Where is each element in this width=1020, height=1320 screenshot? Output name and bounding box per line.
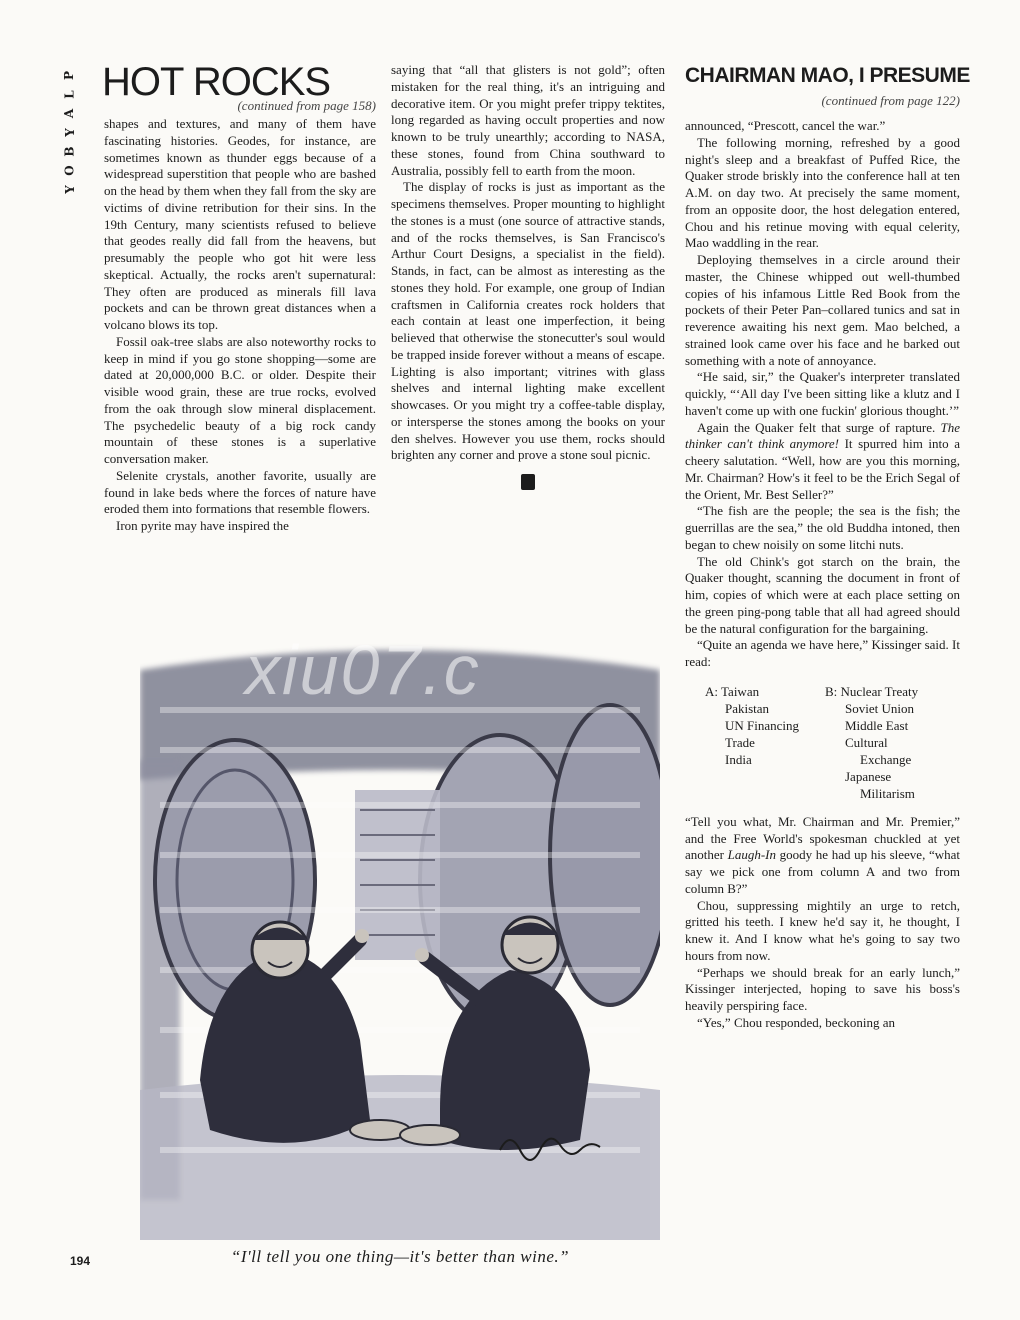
spine-letter: Y — [62, 128, 77, 137]
agenda-column-a: A: Taiwan Pakistan UN Financing Trade India — [705, 683, 800, 767]
spine-letter: B — [62, 146, 77, 157]
watermark-text: xiu07.c — [245, 631, 481, 709]
paragraph: Iron pyrite may have inspired the — [116, 518, 289, 533]
cartoon-illustration — [140, 640, 660, 1240]
paragraph: “Perhaps we should break for an early lunch,” Kissinger interjected, hoping to save his boss's heavily perspiring face. — [685, 964, 960, 1013]
paragraph: “The fish are the people; the sea is the fish; the guerrillas are the sea,” the old Buddha intoned, then began to chew noisily on some litchi nuts. — [685, 503, 960, 552]
page-number: 194 — [70, 1254, 91, 1268]
spine-letter: P — [62, 70, 77, 81]
hot-rocks-continued: (continued from page 158) — [237, 98, 376, 113]
paragraph: Fossil oak-tree slabs are also noteworthy rocks to keep in mind if you go stone shopping—some are dated at 20,000,000 B.C. or older. Despite their visible wood grain, these are true rocks, evolved from the oak through slow mineral displacement. The psychedelic beauty of a big rock candy mountain of these stones is a superlative conversation maker. — [104, 333, 376, 466]
paragraph: The following morning, refreshed by a good night's sleep and a breakfast of Puffed Rice, the Quaker strode briskly into the conference hall at ten A.M. on day two. At precisely the same moment, from an opposite door, the host delegation entered, Chou and his retinue moving with equal celerity, Mao waddling in the rear. — [685, 134, 960, 251]
paragraph: saying that “all that glisters is not gold”; often mistaken for the real thing, it's an intriguing and decorative item. Or you might prefer trippy tektites, long regarded as having occult properties and now known to be truly unearthly; according to NASA, these stones, found from China southward to Australia, possibly fell to earth from the moon. — [391, 62, 665, 178]
chairman-mao-continued: (continued from page 122) — [821, 93, 960, 108]
hot-rocks-column-1 — [104, 116, 376, 535]
paragraph: announced, “Prescott, cancel the war.” — [685, 118, 886, 133]
paragraph: Again the Quaker felt that surge of rapture. The thinker can't think anymore! It spurred him into a cheery salutation. “Well, how are you this morning, Mr. Chairman? How's it feel to be the Erich Segal of the Orient, Mr. Best Seller?” — [685, 419, 960, 502]
paragraph: The old Chink's got starch on the brain, the Quaker thought, scanning the document in front of him, copies of which were at each place setting on the green ping-pong table that all had agreed should be the natural configuration for the bargaining. — [685, 553, 960, 636]
spine-letter: L — [62, 90, 77, 99]
paragraph: “He said, sir,” the Quaker's interpreter translated quickly, “‘All day I've been sitting like a klutz and I haven't come up with one fuckin' glorious thought.’” — [685, 369, 960, 418]
hot-rocks-title: HOT ROCKS — [102, 60, 331, 104]
spine-letter: A — [62, 108, 77, 119]
paragraph: Selenite crystals, another favorite, usually are found in lake beds where the forces of nature have eroded them into formations that resemble flowers. — [104, 467, 376, 517]
end-mark-icon — [391, 474, 665, 490]
cartoon-caption: “I'll tell you one thing—it's better than wine.” — [230, 1247, 570, 1266]
magazine-spine-title — [60, 66, 80, 199]
paragraph: Deploying themselves in a circle around their master, the Chinese whipped out well-thumbed copies of his infamous Little Red Book from the pockets of their Peter Pan–collared tunics and sat in reverence awaiting his next gem. Mao belched, a strained look came over his face and he barked out something with a note of annoyance. — [685, 252, 960, 368]
paragraph: Chou, suppressing mightily an urge to retch, gritted his teeth. I knew he'd say it, he thought, I knew it. And I know what he's going to say two hours from now. — [685, 897, 960, 963]
paragraph: “Yes,” Chou responded, beckoning an — [697, 1014, 895, 1030]
agenda-column-b: B: Nuclear Treaty Soviet Union Middle East Cultural Exchange Japanese Militarism — [825, 683, 919, 801]
paragraph: “Quite an agenda we have here,” Kissinger said. It read: — [685, 637, 960, 669]
spine-letter: O — [62, 165, 77, 176]
paragraph: The display of rocks is just as important as the specimens themselves. Proper mounting to highlight the stones is a must (one source of attractive stands, and of the rocks themselves, is San Francisco's Arthur Court Designs, a specialist in the field). Stands, in fact, can be almost as interesting as the stones they hold. For example, one group of Indian craftsmen in California creates rock holders that each contain at least one imperfection, it being believed that otherwise the stonecutter's soul would be trapped inside forever without a means of escape. Lighting is also important; vitrines with glass shelves and internal lighting make excellent showcases. Or you might try a coffee-table display, or intersperse the stones among the books on your den shelves. However you use them, rocks should brighten any corner and prove a stone soul picnic. — [391, 179, 665, 463]
paragraph: “Tell you what, Mr. Chairman and Mr. Premier,” and the Free World's spokesman chuckled at yet another Laugh-In goody he had up his sleeve, “what say we pick one from column A and two from column B?” — [685, 813, 960, 896]
hot-rocks-column-2 — [391, 62, 665, 490]
chairman-mao-column — [685, 118, 960, 1032]
spine-letter: Y — [62, 185, 77, 194]
chairman-mao-title: CHAIRMAN MAO, I PRESUME — [685, 64, 970, 87]
paragraph: shapes and textures, and many of them have fascinating histories. Geodes, for instance, are sometimes known as thunder eggs because of a widespread superstition that people who are bashed on the head by them when they fall from the sky are victims of divine retribution for their sins. In the 19th Century, many scientists refused to believe that geodes really did fall from the heavens, but presumably the people who got hit were less skeptical. Actually, the rocks aren't supernatural: They often are produced as minerals fill lava pockets and can be thrown great distances when a volcano blows its top. — [104, 116, 376, 332]
agenda-list — [705, 683, 960, 802]
